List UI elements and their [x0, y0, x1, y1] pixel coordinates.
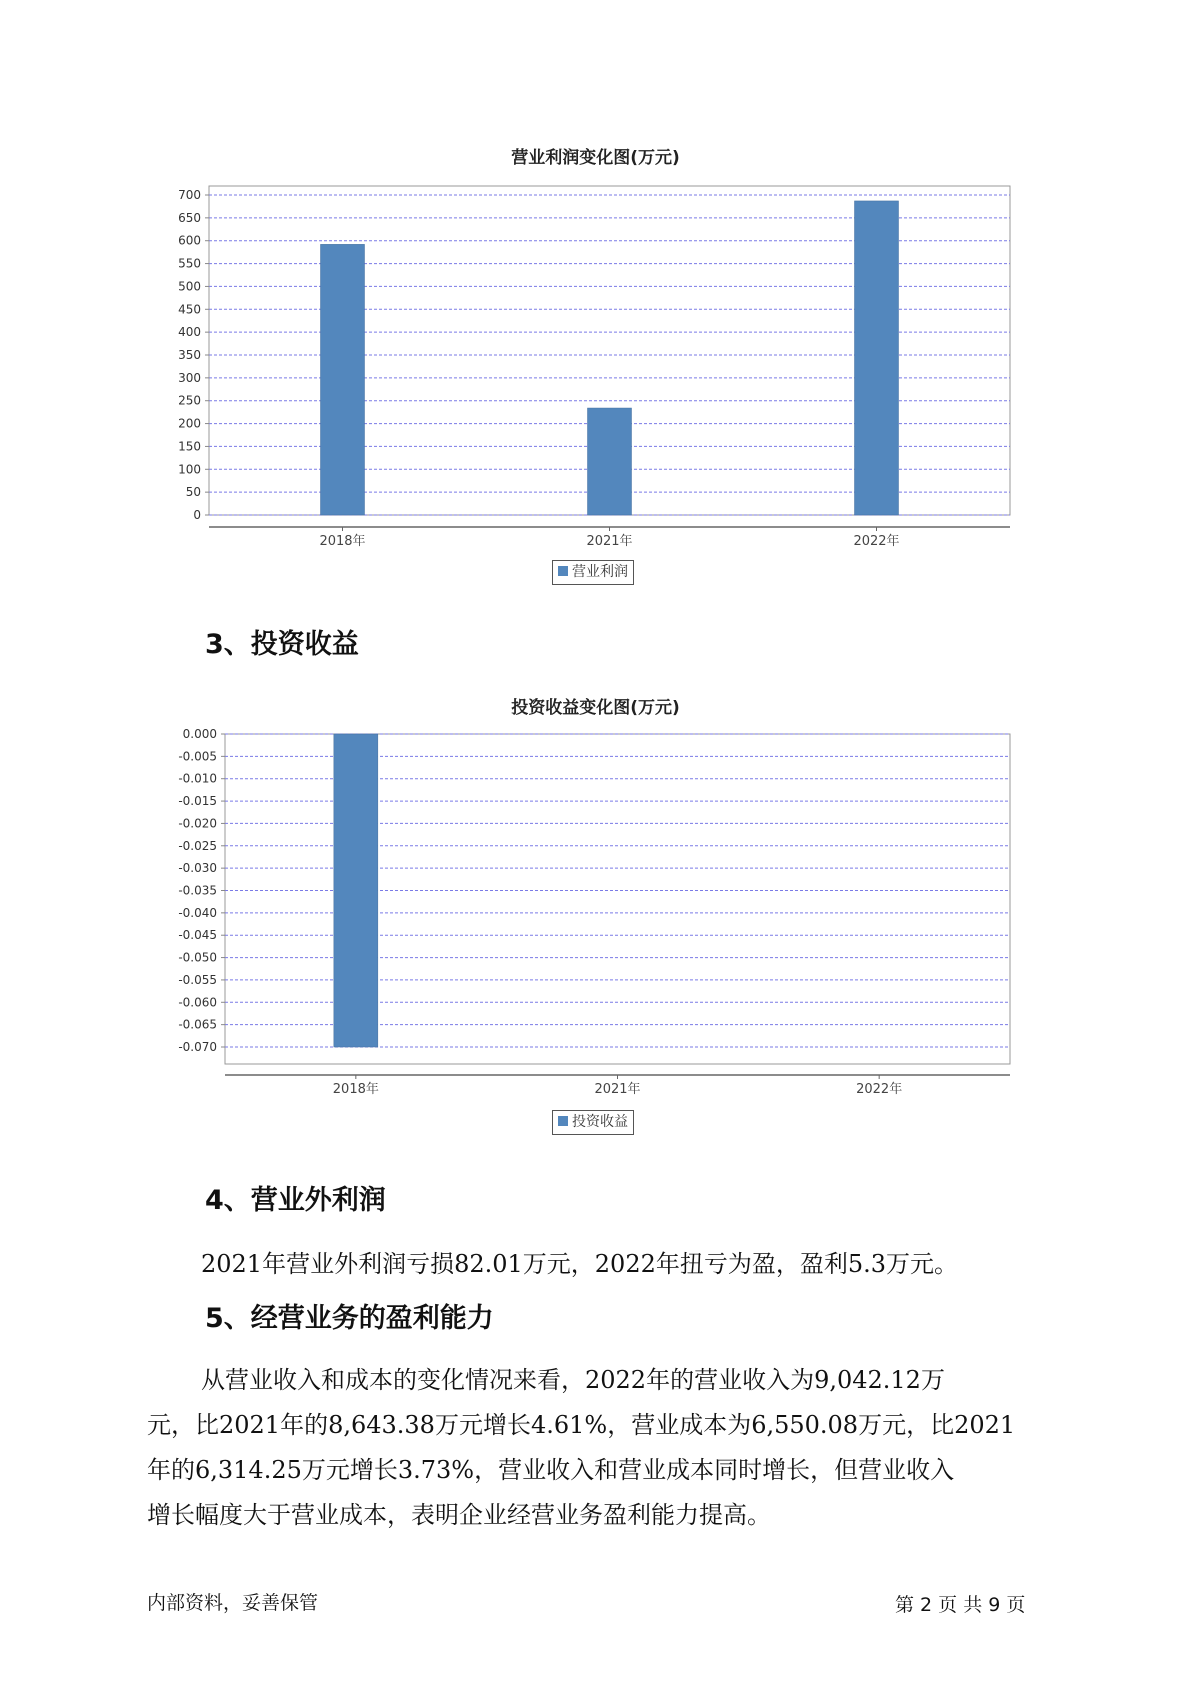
bar-2018年	[334, 734, 378, 1047]
footer-page-number: 第 2 页 共 9 页	[895, 1594, 1026, 1616]
chart2-legend-label: 投资收益	[572, 1114, 628, 1130]
y-tick-label: 150	[178, 439, 201, 454]
x-tick-label: 2021年	[594, 1082, 641, 1097]
profitability-paragraph	[147, 1358, 1057, 1538]
y-tick-label: 250	[178, 393, 201, 408]
paragraph-line: 年的6,314.25万元增长3.73%，营业收入和营业成本同时增长，但营业收入	[147, 1456, 955, 1484]
y-tick-label: -0.045	[178, 928, 217, 943]
y-tick-label: 0	[193, 508, 201, 522]
y-tick-label: 400	[178, 325, 201, 340]
y-tick-label: 100	[178, 462, 201, 477]
paragraph-line: 元，比2021年的8,643.38万元增长4.61%，营业成本为6,550.08万元，比2021	[147, 1411, 1016, 1439]
x-tick-label: 2018年	[332, 1082, 379, 1097]
y-tick-label: 450	[178, 302, 201, 317]
bar-2022年	[855, 201, 899, 515]
y-tick-label: 350	[178, 348, 201, 362]
y-tick-label: -0.060	[178, 995, 217, 1010]
y-tick-label: -0.025	[178, 838, 217, 853]
y-tick-label: 500	[178, 279, 201, 294]
bar-2018年	[321, 244, 365, 515]
x-tick-label: 2021年	[586, 534, 633, 549]
y-tick-label: -0.020	[178, 816, 217, 831]
y-tick-label: 300	[178, 370, 201, 385]
y-tick-label: -0.005	[178, 749, 217, 764]
y-tick-label: -0.040	[178, 905, 217, 920]
y-tick-label: 700	[178, 188, 201, 202]
x-tick-label: 2022年	[853, 534, 900, 549]
y-tick-label: -0.065	[178, 1017, 217, 1032]
footer-left: 内部资料，妥善保管	[147, 1592, 319, 1614]
y-tick-label: -0.030	[178, 861, 217, 876]
heading-profitability: 5、经营业务的盈利能力	[205, 1303, 494, 1334]
x-tick-label: 2018年	[319, 534, 366, 549]
y-tick-label: 550	[178, 256, 201, 271]
x-tick-label: 2022年	[856, 1082, 903, 1097]
y-tick-label: -0.050	[178, 950, 217, 965]
y-tick-label: 650	[178, 210, 201, 225]
chart2-title: 投资收益变化图(万元)	[511, 698, 680, 718]
y-tick-label: -0.015	[178, 794, 217, 809]
y-tick-label: 600	[178, 233, 201, 248]
y-tick-label: -0.035	[178, 883, 217, 898]
operating-profit-chart	[0, 0, 1191, 600]
y-tick-label: -0.070	[178, 1040, 217, 1054]
bar-2021年	[588, 408, 632, 515]
y-tick-label: -0.055	[178, 972, 217, 987]
heading-investment-income: 3、投资收益	[205, 629, 359, 660]
y-tick-label: 200	[178, 416, 201, 431]
chart1-legend-label: 营业利润	[572, 564, 628, 580]
paragraph-line: 增长幅度大于营业成本，表明企业经营业务盈利能力提高。	[147, 1501, 771, 1529]
y-tick-label: 50	[185, 485, 201, 500]
paragraph-line: 从营业收入和成本的变化情况来看，2022年的营业收入为9,042.12万	[201, 1366, 945, 1394]
heading-non-operating-profit: 4、营业外利润	[205, 1185, 386, 1216]
y-tick-label: -0.010	[178, 771, 217, 786]
non-operating-profit-text: 2021年营业外利润亏损82.01万元，2022年扭亏为盈，盈利5.3万元。	[201, 1250, 959, 1278]
chart2-legend	[552, 1110, 634, 1135]
legend-swatch	[558, 1116, 568, 1126]
chart1-title: 营业利润变化图(万元)	[511, 148, 680, 168]
investment-income-chart	[0, 550, 1191, 1150]
y-tick-label: 0.000	[182, 727, 217, 741]
